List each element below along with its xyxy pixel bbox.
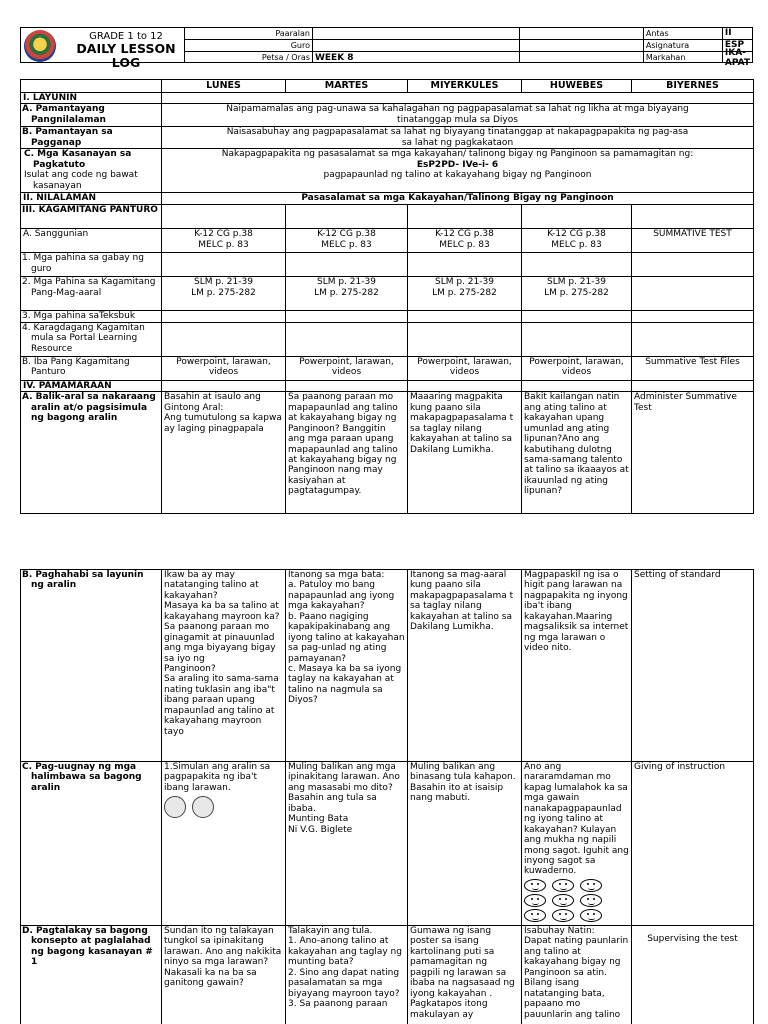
- row-kagamitang-pang: [21, 277, 754, 311]
- quarter-value: IKA-APAT: [724, 47, 751, 68]
- pag-uugnay-huwebes-cell: [522, 762, 632, 926]
- subject-label: Asignatura: [644, 40, 722, 52]
- pag-uugnay-lunes-cell: [162, 762, 286, 926]
- children-playing-image-icon: [192, 796, 214, 818]
- level-value: II: [723, 28, 752, 40]
- paghahabi-martes: Itanong sa mga bata: a. Patuloy mo bang napapaunlad ang iyong mga kakayahan? b. Paano nagiging kapakipakinabang ang iyong talino at kakayahan sa pag-unlad ng ating pamayanan? c. Masaya ka ba sa iyong taglay na kakayahan at talino na nagmula sa Diyos?: [286, 570, 408, 762]
- happy-face-icon: [524, 894, 546, 907]
- row-layunin: [21, 93, 754, 104]
- iba-huwebes: Powerpoint, larawan, videos: [522, 356, 632, 380]
- label-sanggunian: A. Sanggunian: [21, 229, 162, 253]
- pagtalakay-martes: Talakayin ang tula. 1. Ano-anong talino at kakayahan ang taglay ng munting bata? 2. Sino ang dapat nating pasalamatan sa mga biyayang mayroon tayo? 3. Sa paanong paraan: [286, 926, 408, 1024]
- balik-miyerkules: Maaaring magpakita kung paano sila makapagpapasalama t sa taglay nilang kakayahan at talino sa Dakilang Lumikha.: [408, 392, 522, 514]
- paghahabi-huwebes: Magpapaskil ng isa o higit pang larawan na nagpapakita ng inyong iba't ibang kakayahan.Maaring magsaliksik sa internet ng mga larawan o video nito.: [522, 570, 632, 762]
- kasanayan-code: EsP2PD- IVe-i- 6: [416, 159, 499, 170]
- header-spacer: [520, 28, 644, 62]
- text-kasanayan-cell: [162, 149, 754, 193]
- slm-biyernes: [632, 277, 754, 311]
- neutral-face-icon: [552, 879, 574, 892]
- slm-martes: SLM p. 21-39 LM p. 275-282: [286, 277, 408, 311]
- day-martes: MARTES: [286, 80, 408, 93]
- pag-uugnay-miyerkules: Muling balikan ang binasang tula kahapon. Basahin ito at isaisip nang mabuti.: [408, 762, 522, 926]
- happy-face-icon: [524, 879, 546, 892]
- neutral-face-icon: [552, 909, 574, 922]
- quarter-label: Markahan: [645, 53, 686, 63]
- children-pictures: [164, 796, 283, 818]
- day-miyerkules: MIYERKULES: [408, 80, 522, 93]
- row-gabay: [21, 253, 754, 277]
- deped-seal-icon: [24, 30, 56, 62]
- row-balik-aral: [21, 392, 754, 514]
- lesson-table-part-2: [20, 569, 754, 1024]
- lesson-log-header: [20, 27, 753, 71]
- pagtalakay-miyerkules: Gumawa ng isang poster sa isang kartolinang puti sa pamamagitan ng pagpili ng larawan sa ibaba na nagsasaad ng iyong kakayahan . Pagkatapos itong makulayan ay: [408, 926, 522, 1024]
- sanggunian-huwebes: K-12 CG p.38 MELC p. 83: [522, 229, 632, 253]
- label-kasanayan-sub: Isulat ang code ng bawat kasanayan: [24, 170, 138, 191]
- pag-uugnay-martes: Muling balikan ang mga ipinakitang larawan. Ano ang masasabi mo dito? Basahin ang tula sa ibaba. Munting Bata Ni V.G. Biglete: [286, 762, 408, 926]
- header-brand: [21, 28, 185, 71]
- row-iba-pang-kagamitan: [21, 356, 754, 380]
- row-pagtalakay: [21, 926, 754, 1024]
- label-pamantayan-pagganap: B. Pamantayan sa Pagganap: [21, 127, 162, 149]
- happy-face-icon: [524, 909, 546, 922]
- sad-face-icon: [580, 894, 602, 907]
- label-pag-uugnay: C. Pag-uugnay ng mga halimbawa sa bagong aralin: [21, 762, 162, 926]
- paghahabi-miyerkules: Itanong sa mag-aaral kung paano sila makapagpapasalama t sa taglay nilang kakayahan at talino sa Dakilang Lumikha.: [408, 570, 522, 762]
- sanggunian-biyernes: SUMMATIVE TEST: [632, 229, 754, 253]
- neutral-face-icon: [552, 894, 574, 907]
- label-kagamitan: III. KAGAMITANG PANTURO: [21, 205, 162, 229]
- balik-martes: Sa paanong paraan mo mapapaunlad ang talino at kakayahang bigay ng Panginoon? Banggitin ang mga paraan upang mapapaunlad ang talino at kakayahang bigay ng Panginoon nang may kasiyahan at pagtatagumpay.: [286, 392, 408, 514]
- label-pamamaraan: IV. PAMAMARAAN: [21, 380, 162, 391]
- date-time-value: WEEK 8: [314, 52, 354, 63]
- kasanayan-text-2: pagpapaunlad ng talino at kakayahang bigay ng Panginoon: [323, 170, 592, 181]
- iba-biyernes: Summative Test Files: [632, 356, 754, 380]
- slm-lunes: SLM p. 21-39 LM p. 275-282: [162, 277, 286, 311]
- row-kagamitan: [21, 205, 754, 229]
- header-class-block: [644, 28, 752, 68]
- teacher-label: Guro: [185, 40, 312, 52]
- balik-lunes: Basahin at isaulo ang Gintong Aral: Ang tumutulong sa kapwa ay laging pinagpapala: [162, 392, 286, 514]
- label-paghahabi: B. Paghahabi sa layunin ng aralin: [21, 570, 162, 762]
- label-teksbuk: 3. Mga pahina saTeksbuk: [21, 311, 162, 322]
- day-lunes: LUNES: [162, 80, 286, 93]
- label-kagamitang-pang: 2. Mga Pahina sa Kagamitang Pang-Mag-aaral: [21, 277, 162, 311]
- iba-lunes: Powerpoint, larawan, videos: [162, 356, 286, 380]
- emotion-faces: [524, 879, 629, 922]
- pag-uugnay-lunes: 1.Simulan ang aralin sa pagpapakita ng iba't ibang larawan.: [164, 762, 271, 793]
- school-value: [313, 28, 519, 40]
- slm-miyerkules: SLM p. 21-39 LM p. 275-282: [408, 277, 522, 311]
- level-label: Antas: [644, 28, 722, 40]
- pag-uugnay-biyernes: Giving of instruction: [632, 762, 754, 926]
- lesson-table-part-1: [20, 79, 754, 514]
- date-time-label: Petsa / Oras: [261, 53, 310, 63]
- row-sanggunian: [21, 229, 754, 253]
- pagtalakay-biyernes: Supervising the test: [632, 926, 754, 1024]
- label-pamantayang-pangnilalaman: A. Pamantayang Pangnilalaman: [21, 104, 162, 127]
- pagtalakay-lunes: Sundan ito ng talakayan tungkol sa ipinakitang larawan. Ano ang nakikita ninyo sa mga larawan? Nakasali ka na ba sa ganitong gawain?: [162, 926, 286, 1024]
- day-huwebes: HUWEBES: [522, 80, 632, 93]
- label-pagtalakay: D. Pagtalakay sa bagong konsepto at paglalahad ng bagong kasanayan # 1: [21, 926, 162, 1024]
- slm-huwebes: SLM p. 21-39 LM p. 275-282: [522, 277, 632, 311]
- label-balik-aral: A. Balik-aral sa nakaraang aralin at/o pagsisimula ng bagong aralin: [21, 392, 162, 514]
- kasanayan-text-1: Nakapagpapakita ng pasasalamat sa mga kakayahan/ talinong bigay ng Panginoon sa pamamagitan ng:: [221, 149, 694, 160]
- row-pamantayang-pangnilalaman: [21, 104, 754, 127]
- label-kasanayan-cell: [21, 149, 162, 193]
- school-label: Paaralan: [185, 28, 312, 40]
- label-portal: 4. Karagdagang Kagamitan mula sa Portal Learning Resource: [21, 322, 162, 356]
- sanggunian-lunes: K-12 CG p.38 MELC p. 83: [162, 229, 286, 253]
- row-teksbuk: [21, 311, 754, 322]
- children-reading-image-icon: [164, 796, 186, 818]
- row-pamantayan-pagganap: [21, 127, 754, 149]
- sad-face-icon: [580, 879, 602, 892]
- sanggunian-miyerkules: K-12 CG p.38 MELC p. 83: [408, 229, 522, 253]
- text-nilalaman: Pasasalamat sa mga Kakayahan/Talinong Bigay ng Panginoon: [162, 193, 754, 205]
- label-gabay: 1. Mga pahina sa gabay ng guro: [21, 253, 162, 277]
- sanggunian-martes: K-12 CG p.38 MELC p. 83: [286, 229, 408, 253]
- pag-uugnay-huwebes: Ano ang nararamdaman mo kapag lumalahok ka sa mga gawain nanakapagpapaunlad ng iyong talino at kakayahan? Kulayan ang mukha ng napili mong sagot. Iguhit ang inyong sagot sa kuwaderno.: [524, 762, 629, 877]
- pagtalakay-huwebes: Isabuhay Natin: Dapat nating paunlarin ang talino at kakayahang bigay ng Panginoon sa atin. Bilang isang natatanging bata, papaano mo pauunlarin ang talino: [522, 926, 632, 1024]
- label-nilalaman: II. NILALAMAN: [21, 193, 162, 205]
- log-title: DAILY LESSON LOG: [76, 41, 176, 71]
- balik-biyernes: Administer Summative Test: [632, 392, 754, 514]
- iba-miyerkules: Powerpoint, larawan, videos: [408, 356, 522, 380]
- row-pamamaraan: [21, 380, 754, 391]
- label-iba-pang-kagamitan: B. Iba Pang Kagamitang Panturo: [21, 356, 162, 380]
- subject-value: ESP: [723, 40, 752, 52]
- sad-face-icon: [580, 909, 602, 922]
- row-paghahabi: [21, 570, 754, 762]
- day-header-row: [21, 80, 754, 93]
- row-pag-uugnay: [21, 762, 754, 926]
- teacher-value: [313, 40, 519, 52]
- grade-range: GRADE 1 to 12: [89, 31, 163, 42]
- paghahabi-biyernes: Setting of standard: [632, 570, 754, 762]
- paghahabi-lunes: Ikaw ba ay may natatanging talino at kakayahan? Masaya ka ba sa talino at kakayahang mayroon ka? Sa paanong paraan mo ginagamit at pinauunlad ang mga biyayang bigay sa iyo ng Panginoon? Sa araling ito sama-sama nating tuklasin ang iba"t ibang paraan upang mapaunlad ang talino at kakayahang mayroon tayo: [162, 570, 286, 762]
- label-kasanayan: C. Mga Kasanayan sa Pagkatuto: [24, 149, 132, 170]
- balik-huwebes: Bakit kailangan natin ang ating talino at kakayahan upang umunlad ang ating lipunan?Ano ang kabutihang dulotng sama-samang talento at talino sa ikaaayos at ikauunlad ng ating lipunan?: [522, 392, 632, 514]
- section-layunin: I. LAYUNIN: [21, 93, 162, 104]
- row-kasanayan: [21, 149, 754, 193]
- iba-martes: Powerpoint, larawan, videos: [286, 356, 408, 380]
- text-pamantayang-pangnilalaman: Naipamamalas ang pag-unawa sa kahalagahan ng pagpapasalamat sa lahat ng likha at mga biyayang tinatanggap mula sa Diyos: [162, 104, 754, 127]
- text-pamantayan-pagganap: Naisasabuhay ang pagpapasalamat sa lahat ng biyayang tinatanggap at nakapagpapakita ng pag-asa sa lahat ng pagkakataon: [162, 127, 754, 149]
- day-biyernes: BIYERNES: [632, 80, 754, 93]
- row-portal: [21, 322, 754, 356]
- header-school-block: [185, 28, 520, 62]
- row-nilalaman: [21, 193, 754, 205]
